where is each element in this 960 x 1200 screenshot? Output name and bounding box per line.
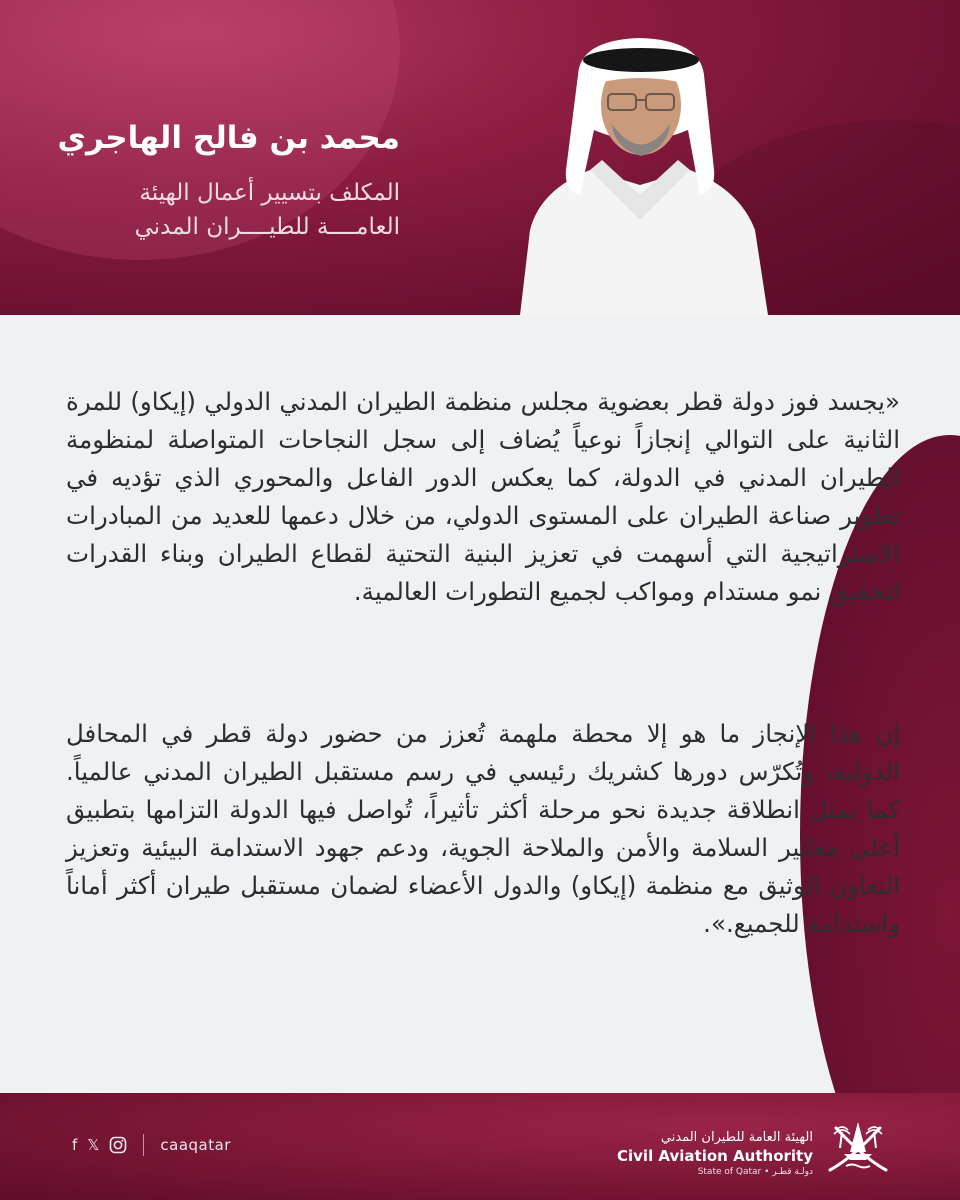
logo-arabic-name: الهيئة العامة للطيران المدني xyxy=(660,1130,813,1145)
header-banner xyxy=(0,0,960,315)
instagram-icon[interactable] xyxy=(109,1136,127,1154)
social-links xyxy=(72,1134,231,1156)
divider xyxy=(143,1134,144,1156)
official-title-line2: العامــــة للطيــــران المدني xyxy=(134,214,400,240)
official-name: محمد بن فالح الهاجري xyxy=(57,120,400,156)
official-title-line1: المكلف بتسيير أعمال الهيئة xyxy=(139,180,400,206)
social-handle[interactable]: caaqatar xyxy=(160,1136,231,1154)
quote-paragraph-1: «يجسد فوز دولة قطر بعضوية مجلس منظمة الطيران المدني الدولي (إيكاو) للمرة الثانية على التوالي إنجازاً نوعياً يُضاف إلى سجل النجاحات المتواصلة لمنظومة الطيران المدني في الدولة، كما يعكس الدور الفاعل والمحوري الذي تؤديه في تطوير صناعة الطيران على المستوى الدولي، من خلال دعمها للعديد من المبادرات الاستراتيجية التي أسهمت في تعزيز البنية التحتية لقطاع الطيران وبناء القدرات لتحقيق نمو مستدام ومواكب لجميع التطورات العالمية. xyxy=(66,387,900,606)
quote-paragraph-2: إن هذا الإنجاز ما هو إلا محطة ملهمة تُعزز من حضور دولة قطر في المحافل الدولية، وتُكرّس دورها كشريك رئيسي في رسم مستقبل الطيران المدني عالمياً. كما يمثل انطلاقة جديدة نحو مرحلة أكثر تأثيراً، تُواصل فيها الدولة التزامها بتطبيق أعلى معايير السلامة والأمن والملاحة الجوية، ودعم جهود الاستدامة البيئية وتعزيز التعاون الوثيق مع منظمة (إيكاو) والدول الأعضاء لضمان مستقبل طيران أكثر أماناً واستدامة للجميع.». xyxy=(66,719,900,938)
x-icon[interactable]: 𝕏 xyxy=(87,1136,100,1154)
qatar-emblem-icon xyxy=(822,1108,894,1180)
logo-state-name: State of Qatar • دولـة قطـر xyxy=(697,1167,813,1177)
facebook-icon[interactable]: f xyxy=(72,1136,78,1154)
authority-logo-text xyxy=(617,1130,813,1178)
official-title xyxy=(135,176,400,244)
portrait-photo xyxy=(500,20,780,315)
logo-english-name: Civil Aviation Authority xyxy=(617,1147,813,1165)
quote-panel xyxy=(0,315,960,1093)
